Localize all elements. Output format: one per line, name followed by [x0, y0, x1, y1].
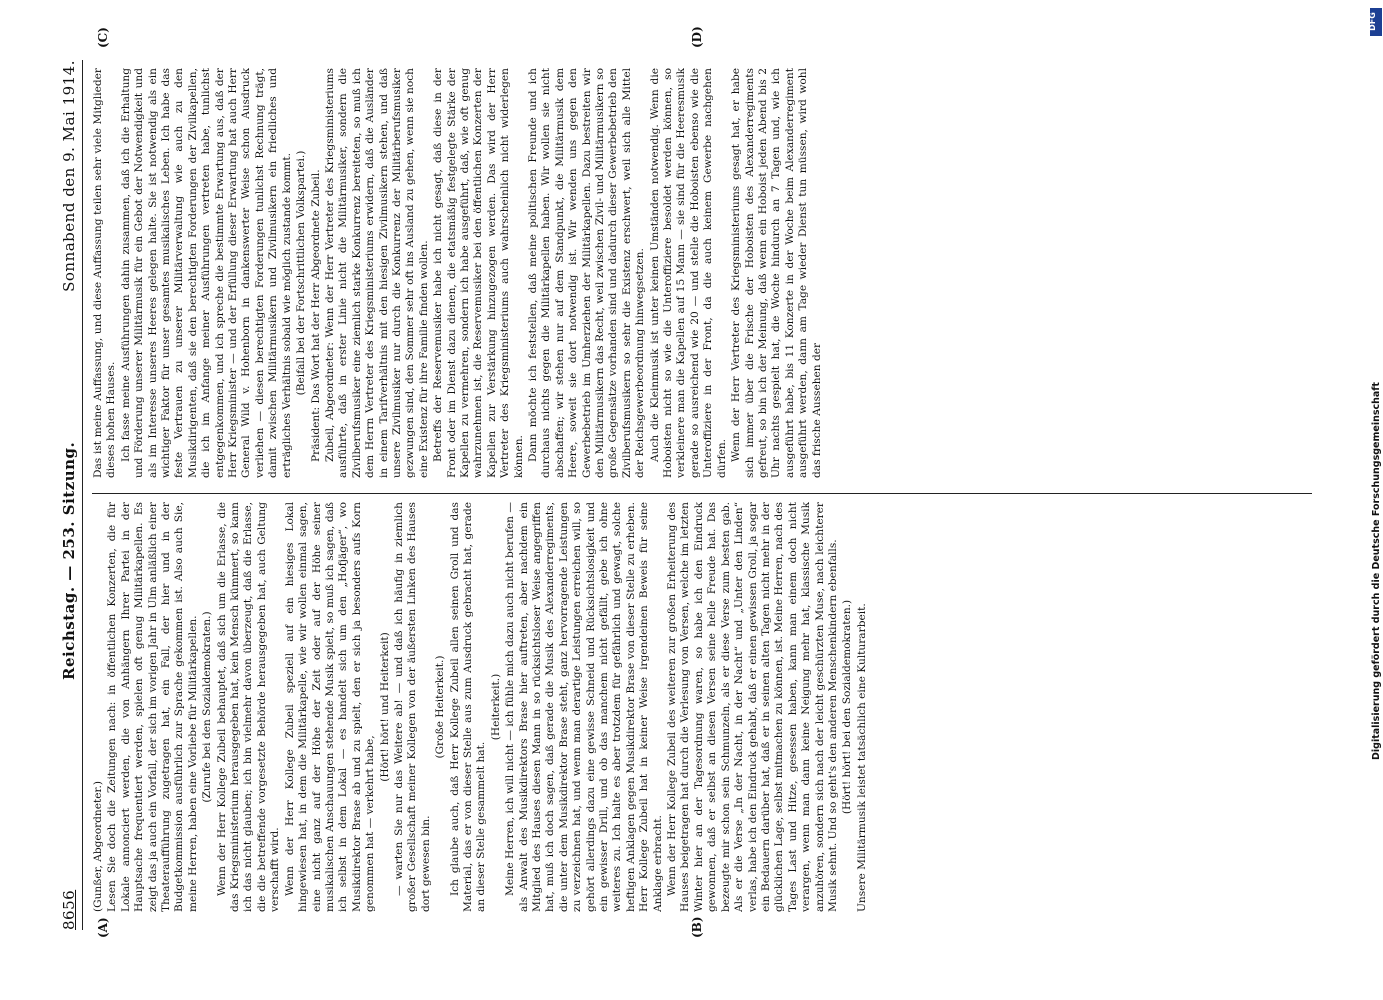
paragraph: Wenn der Herr Kollege Zubeil des weiteren zur großen Erheiterung des Hauses beigetragen hat durch die Verlesung von Versen, welche im letzten Winter hier an der Tagesordnung waren, so habe ich den Eindruck gewonnen, daß er selbst an diesen Versen seine helle Freude hat. Das bezeugte mir schon sein Schmunzeln, als er diese Verse zum besten gab. Als er die Verse „In der Nacht, in der Nacht“ und „Unter den Linden“ verlas, habe ich den Eindruck gehabt, daß er einen gewissen Groll, ja sogar ein Bedauern darüber hat, daß er in seinen alten Tagen nicht mehr in der glücklichen Lage, selbst mitmachen zu können, ist. Meine Herren, nach des Tages Last und Hitze, gesessen haben, kann man einem doch nicht verargen, wenn man dann keine Neigung mehr hat, klassische Musik anzuhören, sondern sich nach der leicht geschürzten Muse, nach leichterer Musik sehnt. Und so geht's den anderen Menschenkindern ebenfalls.: [666, 502, 839, 912]
page-date: Sonnabend den 9. Mai 1914.: [60, 60, 78, 292]
right-text-column: [92, 68, 1292, 478]
paragraph: (Zurufe bei den Sozialdemokraten.): [201, 611, 214, 803]
paragraph: Betreffs der Reservemusiker habe ich nicht gesagt, daß diese in der Front oder im Dienst dazu dienen, die etatsmäßig festgelegte Stärke der Kapellen zu vermehren, sondern ich habe ausgeführt, daß, wie oft genug wahrzunehmen ist, die Reservemusiker bei den öffentlichen Konzerten der Kapellen zur Verstärkung hinzugezogen werden. Das wird der Herr Vertreter des Kriegsministeriums auch wahrscheinlich nicht widerlegen können.: [432, 68, 525, 478]
paragraph: (Beifall bei der Fortschrittlichen Volkspartei.): [295, 150, 308, 396]
paragraph: — warten Sie nur das Weitere ab! — und daß ich häufig in ziemlich großer Gesellschaft meiner Kollegen von der äußersten Linken des Hauses dort gewesen bin.: [392, 502, 432, 912]
paragraph: Lesen Sie doch die Zeitungen nach: in öffentlichen Konzerten, die für Lokale annonciert werden, die von Anhängern Ihrer Partei in der Hauptsache frequentiert werden, spielen oft genug Militärkapellen. Es zeigt das ja auch ein Vorfall, der sich im vorigen Jahr in Ulm anläßlich einer Theateraufführung zugetragen hat, ein Fall, der hier und in der Budgetkommission ausführlich zur Sprache gekommen ist. Also auch Sie, meine Herren, haben eine Vorliebe für Militärkapellen.: [106, 502, 199, 912]
paragraph: Zubeil, Abgeordneter: Wenn der Herr Vertreter des Kriegsministeriums ausführte, daß in erster Linie nicht die Militärmusiker, sondern die Zivilberufsmusiker eine ziemlich starke Konkurrenz bereiteten, so muß ich dem Herrn Vertreter des Kriegsministeriums erwidern, daß die Ausländer in einem Tarifverhältnis mit den hiesigen Zivilmusikern stehen, und daß unsere Zivilmusiker nur durch die Konkurrenz der Militärberufsmusiker gezwungen sind, den Sommer sehr oft ins Ausland zu gehen, wenn sie noch eine Existenz für ihre Familie finden wollen.: [323, 68, 430, 478]
paragraph: (Große Heiterkeit.): [434, 655, 447, 759]
digitization-credit: Digitalisierung gefördert durch die Deutsche Forschungsgemeinschaft: [1371, 382, 1382, 760]
page-number: 8656: [60, 889, 78, 930]
paragraph: (Hört! hört! bei den Sozialdemokraten.): [841, 599, 854, 815]
page-title: Reichstag. — 253. Sitzung.: [60, 441, 78, 680]
margin-marker-d: (D): [690, 26, 704, 48]
paragraph: Wenn der Herr Kollege Zubeil behauptet, daß sich um die Erlasse, die das Kriegsministerium herausgegeben hat, kein Mensch kümmert, so kann ich das nicht glauben; ich bin vielmehr davon überzeugt, daß die Erlasse, die die betreffende vorgesetzte Behörde herausgegeben hat, auch Geltung verschafft wird.: [215, 502, 282, 912]
paragraph: Unsere Militärmusik leistet tatsächlich eine Kulturarbeit.: [855, 603, 868, 912]
column-divider: [92, 493, 1312, 494]
dfg-logo: DFG: [1370, 8, 1382, 36]
margin-marker-a: (A): [96, 917, 110, 938]
paragraph: Auch die Kleinmusik ist unter keinen Umständen notwendig. Wenn die Hoboisten nicht so wie die Unteroffiziere besoldet werden können, so verkleinere man die Kapellen auf 15 Mann — sie sind für die Heeresmusik gerade so ausreichend wie 20 — und stelle die Hoboisten ebenso wie die Unteroffiziere in der Front, da die auch keinem Gewerbe nachgehen dürfen.: [648, 68, 728, 478]
paragraph: (Hört! hört! und Heiterkeit): [378, 632, 391, 782]
margin-marker-c: (C): [96, 27, 110, 48]
paragraph: Ich fasse meine Ausführungen dahin zusammen, daß ich die Erhaltung und Förderung unserer Militärmusik für ein Gebot der Notwendigkeit und als im Interesse unseres Heeres gelegen halte. Sie ist notwendig als ein wichtiger Faktor für unser gesamtes musikalisches Leben. Ich habe das feste Vertrauen zu unserer Militärverwaltung wie auch zu den Musikdirigenten, daß sie den berechtigten Forderungen der Zivilkapellen, die ich im Anfange meiner Ausführungen vertreten habe, tunlichst entgegenkommen, und ich spreche die bestimmte Erwartung aus, daß der Herr Kriegsminister — und der Erfüllung dieser Erwartung hat auch Herr General Wild v. Hohenborn in dankenswerter Weise schon Ausdruck verliehen — diesen berechtigten Forderungen tunlichst Rechnung trägt, damit zwischen Militärmusikern und Zivilmusikern ein friedliches und erträgliches Verhältnis sobald wie möglich zustande kommt.: [119, 68, 293, 478]
paragraph: Wenn der Herr Kollege Zubeil speziell auf ein hiesiges Lokal hingewiesen hat, in dem die Militärkapelle, wie wir wollen einmal sagen, eine nicht ganz auf der Höhe der Zeit oder auf der Höhe seiner musikalischen Anschauungen stehende Musik spielt, so muß ich sagen, daß ich selbst in dem Lokal — es handelt sich um den „Hofjäger“, wo Musikdirektor Brase ab und zu spielt, den er sich ja besonders aufs Korn genommen hat — verkehrt habe,: [283, 502, 377, 912]
paragraph: Meine Herren, ich will nicht — ich fühle mich dazu auch nicht berufen — als Anwalt des Musikdirektors Brase hier auftreten, aber nachdem ein Mitglied des Hauses diesen Mann in so rücksichtsloser Weise angegriffen hat, muß ich doch sagen, daß gerade die Musik des Alexanderregiments, die unter dem Musikdirektor Brase steht, ganz hervorragende Leistungen zu verzeichnen hat, und wenn man derartige Leistungen erreichen will, so gehört allerdings dazu eine gewisse Schneid und Rücksichtslosigkeit und ein gewisser Drill, und ob das manchem nicht gefällt, gebe ich ohne weiteres zu. Ich halte es aber trotzdem für gefährlich und gewagt, solche heftigen Anklagen gegen Musikdirektor Brase von dieser Stelle zu erheben. Herr Kollege Zubeil hat in keiner Weise irgendeinen Beweis für seine Anklage erbracht.: [504, 502, 664, 912]
paragraph: Ich glaube auch, daß Herr Kollege Zubeil allen seinen Groll und das Material, das er von dieser Stelle aus zum Ausdruck gebracht hat, gerade an dieser Stelle gesammelt hat.: [448, 502, 488, 912]
margin-marker-b: (B): [690, 916, 704, 938]
paragraph: Präsident: Das Wort hat der Herr Abgeordnete Zubeil.: [309, 169, 322, 462]
paragraph: (Gunßer, Abgeordneter.): [92, 781, 104, 912]
paragraph: Wenn der Herr Vertreter des Kriegsministeriums gesagt hat, er habe sich immer über die Frische der Hoboisten des Alexanderregiments gefreut, so bin ich der Meinung, daß wenn ein Hoboist jeden Abend bis 2 Uhr nachts gespielt hat, die Woche hindurch an 7 Tagen und, wie ich ausgeführt habe, bis 11 Konzerte in der Woche beim Alexanderregiment ausgeführt werden, dann am Tage wieder Dienst tun müssen, wird wohl das frische Aussehen der: [730, 68, 823, 478]
paragraph: (Heiterkeit.): [489, 673, 502, 741]
header-rule: [82, 60, 83, 930]
paragraph: Das ist meine Auffassung, und diese Auffassung teilen sehr viele Mitglieder dieses hohen Hauses.: [92, 68, 118, 478]
page-header: [58, 60, 84, 930]
left-text-column: [92, 502, 1292, 912]
paragraph: Dann möchte ich feststellen, daß meine politischen Freunde und ich durchaus nichts gegen die Militärkapellen haben. Wir wollen sie nicht abschaffen; wir stehen nur auf dem Standpunkt, die Militärmusik dem Heere, soweit sie dort notwendig ist. Wir wenden uns gegen den Gewerbebetrieb im Umherziehen der Militärkapellen. Dazu bestreiten wir den Militärmusikern das Recht, weil zwischen Zivil- und Militärmusikern so große Gegensätze vorhanden sind und dadurch dieser Gewerbebetrieb den Zivilberufsmusikern so sehr die Existenz erschwert, weil sich alle Mittel der Reichsgewerbeordnung hinwegsetzen.: [527, 68, 647, 478]
